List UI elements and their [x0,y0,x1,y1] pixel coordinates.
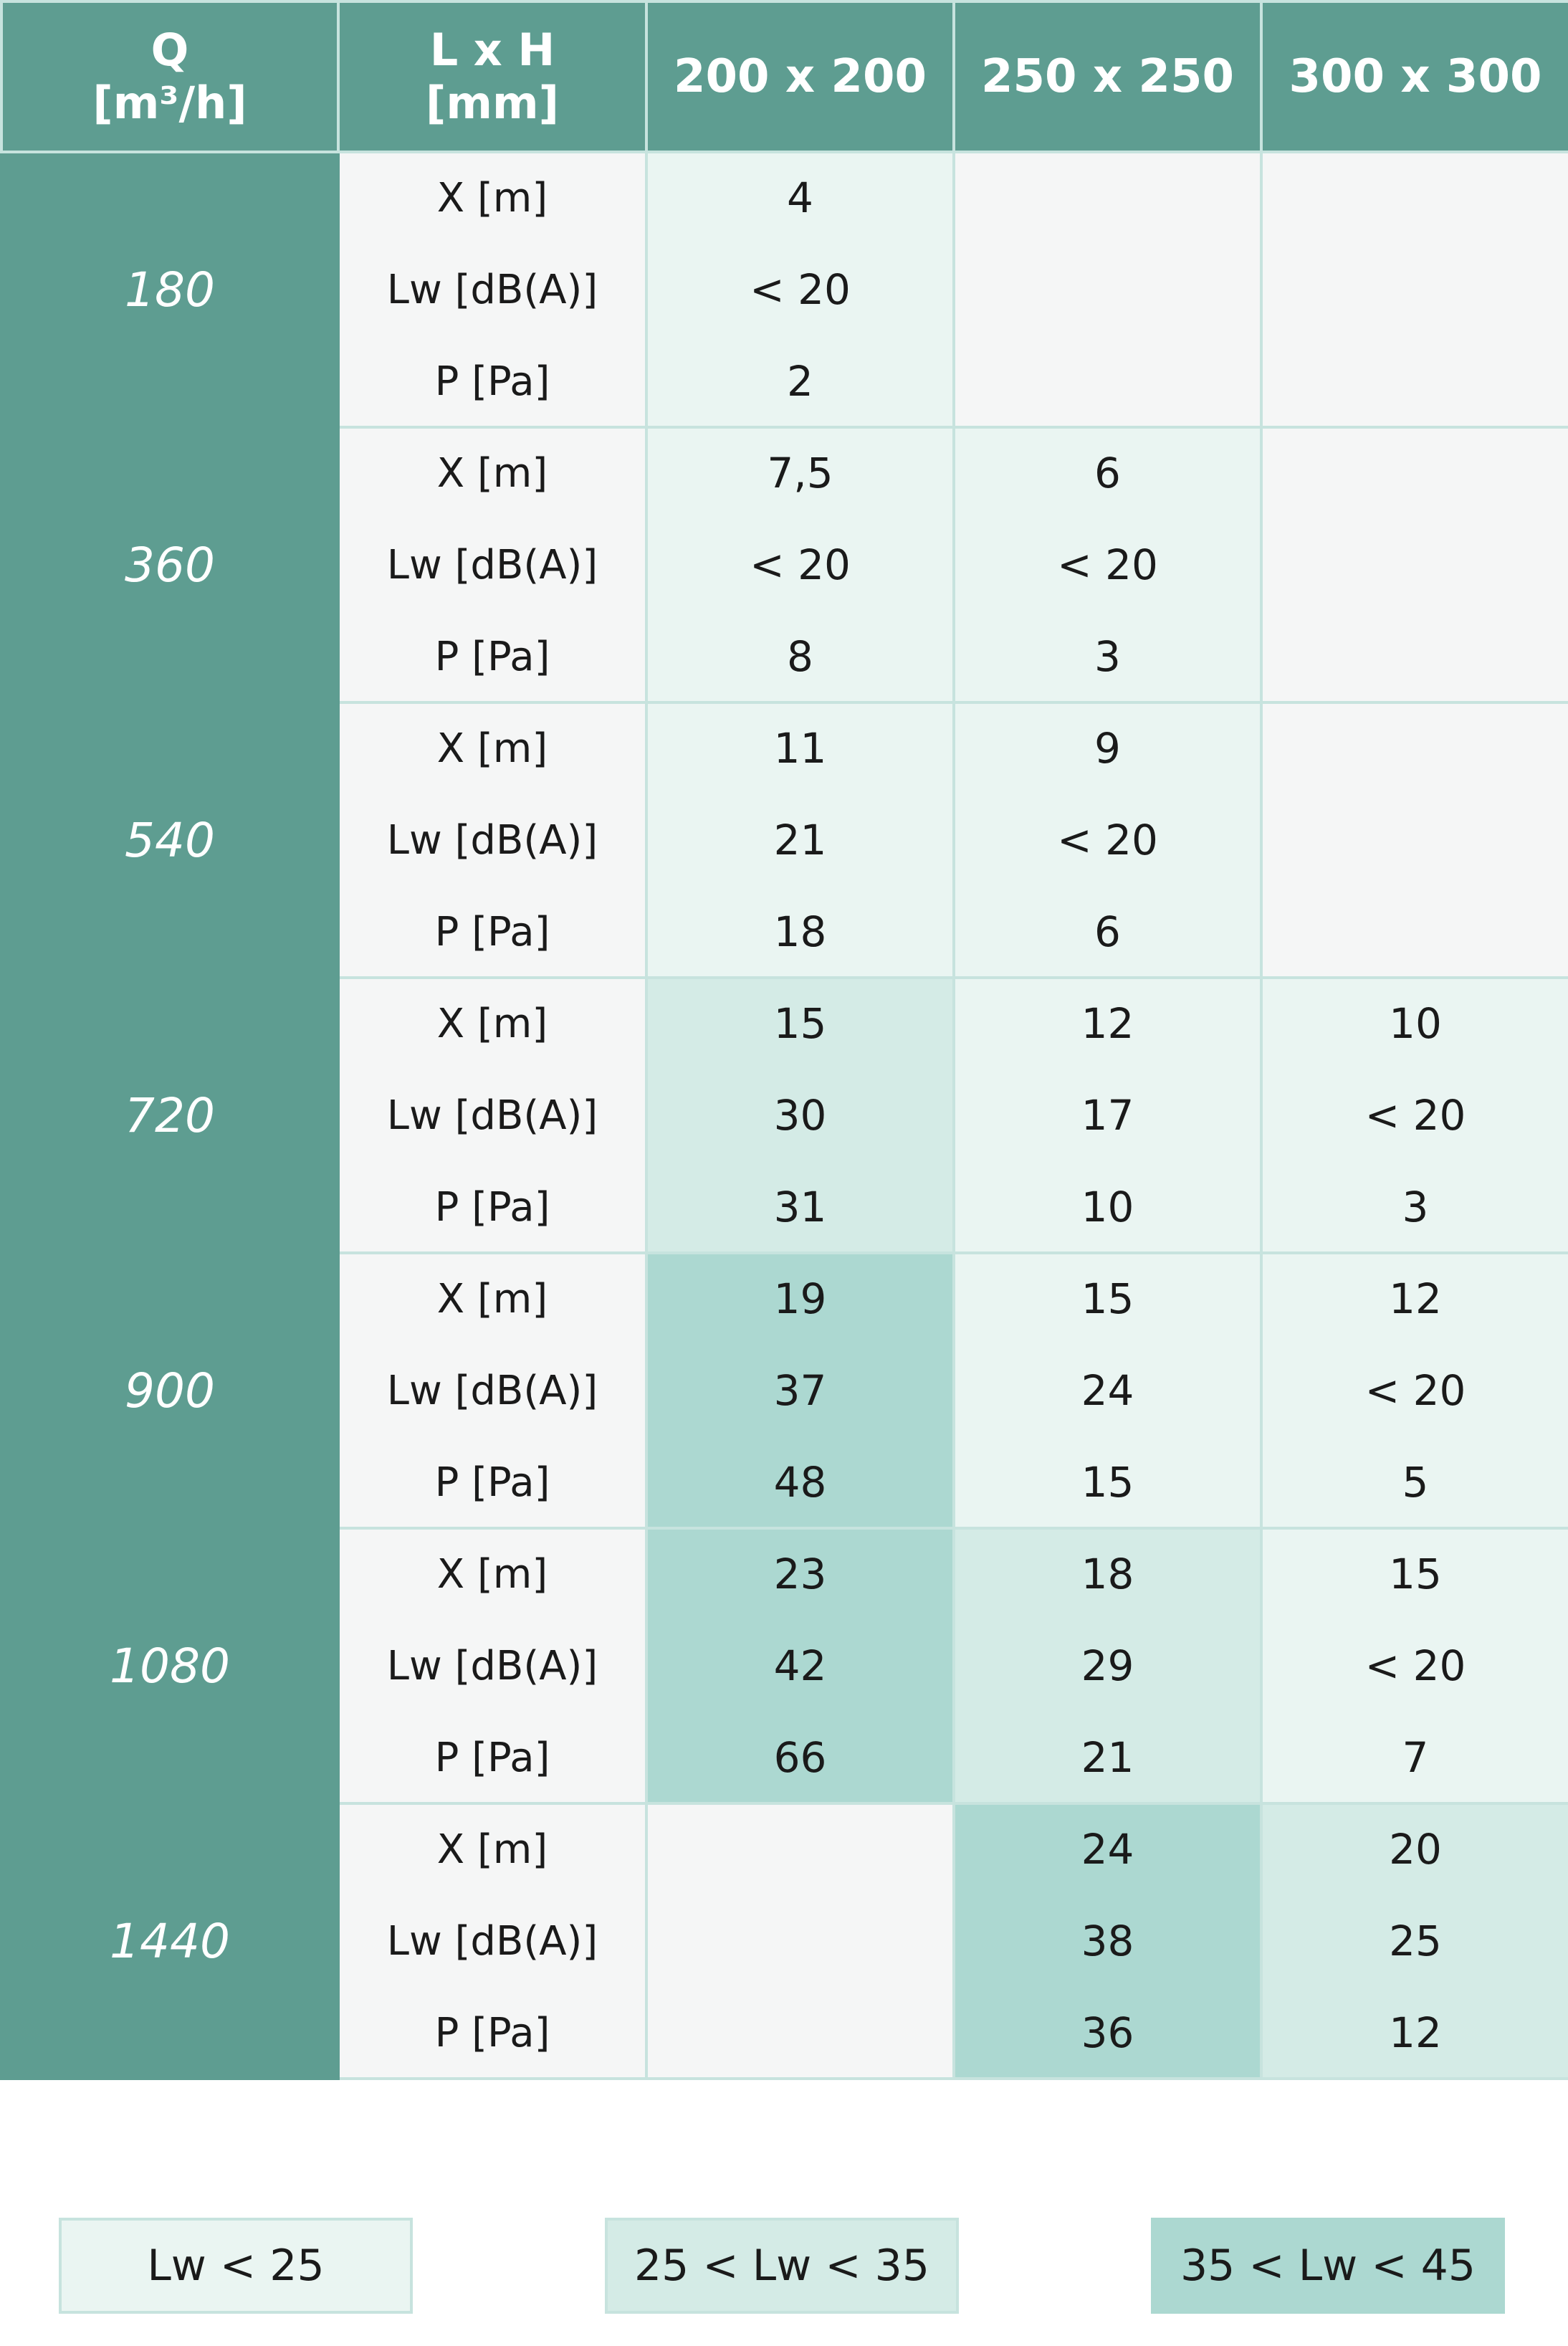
value-cell-250: 15 [954,1436,1261,1528]
value-cell-300: 25 [1261,1895,1568,1987]
header-flow-rate-unit: [m³/h] [92,77,247,129]
legend-high-label: 35 < Lw < 45 [1180,2241,1476,2291]
parameter-label: Lw [dB(A)] [338,1345,646,1436]
parameter-label: P [Pa] [338,1987,646,2079]
value-cell-300: 12 [1261,1253,1568,1345]
value-cell-300: < 20 [1261,1069,1568,1161]
parameter-label: X [m] [338,152,646,244]
value-cell-250: < 20 [954,794,1261,886]
parameter-label: X [m] [338,1528,646,1620]
value-cell-200: 31 [646,1161,954,1253]
value-cell-200: 23 [646,1528,954,1620]
table-row [1,702,1568,794]
value-cell-300 [1261,702,1568,794]
value-cell-250 [954,244,1261,335]
header-dimensions [338,1,646,152]
value-cell-250: 29 [954,1620,1261,1712]
flow-rate-cell: 180 [1,152,338,427]
table-row [1,978,1568,1069]
value-cell-300: 20 [1261,1803,1568,1895]
table-row [1,152,1568,244]
flow-rate-cell: 360 [1,427,338,702]
value-cell-200: 7,5 [646,427,954,519]
header-flow-rate [1,1,338,152]
parameter-label: Lw [dB(A)] [338,794,646,886]
value-cell-200: 48 [646,1436,954,1528]
parameter-label: X [m] [338,427,646,519]
parameter-label: P [Pa] [338,611,646,702]
table-row [1,1253,1568,1345]
value-cell-200: 4 [646,152,954,244]
value-cell-300 [1261,244,1568,335]
value-cell-250: 18 [954,1528,1261,1620]
value-cell-300 [1261,794,1568,886]
value-cell-250: 21 [954,1712,1261,1803]
value-cell-250 [954,335,1261,427]
value-cell-200: < 20 [646,244,954,335]
value-cell-200: 18 [646,886,954,978]
flow-rate-cell: 540 [1,702,338,978]
value-cell-200: 42 [646,1620,954,1712]
flow-rate-cell: 1440 [1,1803,338,2079]
value-cell-200: 11 [646,702,954,794]
parameter-label: Lw [dB(A)] [338,1069,646,1161]
parameter-label: P [Pa] [338,335,646,427]
value-cell-300 [1261,886,1568,978]
value-cell-300: 15 [1261,1528,1568,1620]
value-cell-200: 19 [646,1253,954,1345]
value-cell-200: 21 [646,794,954,886]
value-cell-200: 30 [646,1069,954,1161]
table-row [1,427,1568,519]
flow-rate-cell: 1080 [1,1528,338,1803]
legend-mid-label: 25 < Lw < 35 [634,2241,930,2291]
value-cell-300 [1261,152,1568,244]
header-size-300: 300 x 300 [1261,1,1568,152]
parameter-label: X [m] [338,1253,646,1345]
value-cell-250: 24 [954,1803,1261,1895]
header-dimensions-title: L x H [429,23,555,76]
table-body [1,152,1568,2079]
value-cell-250: 15 [954,1253,1261,1345]
value-cell-250: 9 [954,702,1261,794]
value-cell-200: 37 [646,1345,954,1436]
value-cell-300: 5 [1261,1436,1568,1528]
value-cell-200: 15 [646,978,954,1069]
value-cell-200 [646,1987,954,2079]
value-cell-250: < 20 [954,519,1261,611]
parameter-label: X [m] [338,978,646,1069]
parameter-label: P [Pa] [338,1436,646,1528]
value-cell-250: 24 [954,1345,1261,1436]
header-flow-rate-title: Q [150,23,189,76]
legend-high-noise [1151,2218,1505,2314]
table-row [1,1803,1568,1895]
value-cell-300: < 20 [1261,1620,1568,1712]
header-size-250: 250 x 250 [954,1,1261,152]
value-cell-250: 36 [954,1987,1261,2079]
value-cell-250: 38 [954,1895,1261,1987]
parameter-label: Lw [dB(A)] [338,244,646,335]
parameter-label: X [m] [338,1803,646,1895]
legend-low-noise [59,2218,413,2314]
value-cell-200: 8 [646,611,954,702]
parameter-label: Lw [dB(A)] [338,519,646,611]
parameter-label: P [Pa] [338,1161,646,1253]
value-cell-300 [1261,519,1568,611]
value-cell-300: 10 [1261,978,1568,1069]
value-cell-250: 6 [954,886,1261,978]
value-cell-300: 7 [1261,1712,1568,1803]
parameter-label: P [Pa] [338,886,646,978]
flow-rate-cell: 720 [1,978,338,1253]
value-cell-300 [1261,335,1568,427]
parameter-label: P [Pa] [338,1712,646,1803]
parameter-label: X [m] [338,702,646,794]
value-cell-250: 3 [954,611,1261,702]
legend-low-label: Lw < 25 [147,2241,325,2291]
value-cell-200 [646,1803,954,1895]
value-cell-200 [646,1895,954,1987]
value-cell-250: 12 [954,978,1261,1069]
value-cell-250: 10 [954,1161,1261,1253]
value-cell-300: 3 [1261,1161,1568,1253]
header-row [1,1,1568,152]
header-dimensions-unit: [mm] [426,77,559,129]
value-cell-200: 2 [646,335,954,427]
table-row [1,1528,1568,1620]
value-cell-300: < 20 [1261,1345,1568,1436]
flow-rate-cell: 900 [1,1253,338,1528]
value-cell-200: < 20 [646,519,954,611]
value-cell-300 [1261,611,1568,702]
parameter-label: Lw [dB(A)] [338,1895,646,1987]
value-cell-200: 66 [646,1712,954,1803]
header-size-200: 200 x 200 [646,1,954,152]
value-cell-300 [1261,427,1568,519]
value-cell-250 [954,152,1261,244]
value-cell-250: 17 [954,1069,1261,1161]
legend-medium-noise [605,2218,959,2314]
parameter-label: Lw [dB(A)] [338,1620,646,1712]
value-cell-250: 6 [954,427,1261,519]
value-cell-300: 12 [1261,1987,1568,2079]
